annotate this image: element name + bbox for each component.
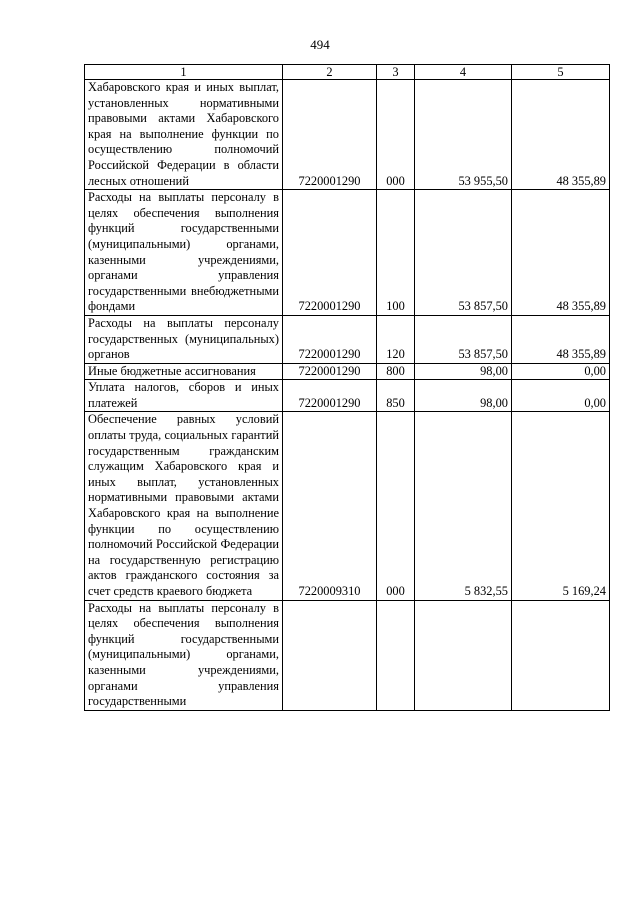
row-amount-2: 48 355,89 — [512, 80, 610, 190]
row-amount-1: 98,00 — [415, 380, 512, 412]
row-description: Обеспечение равных условий оплаты труда, социальных гарантий государственным гражданским служащим Хабаровского края и иных выплат, установленных нормативными правовыми актами Хабаровского края на выполнение функции по осуществлению полномочий Российской Федерации на государственную регистрацию актов гражданского состояния за счет средств краевого бюджета — [85, 412, 283, 600]
row-expense-type — [377, 600, 415, 710]
row-amount-2: 48 355,89 — [512, 315, 610, 363]
row-expense-type: 100 — [377, 190, 415, 316]
header-col-3: 3 — [377, 65, 415, 80]
row-amount-1: 53 857,50 — [415, 315, 512, 363]
header-col-2: 2 — [283, 65, 377, 80]
row-expense-type: 850 — [377, 380, 415, 412]
row-amount-1: 5 832,55 — [415, 412, 512, 600]
table-row — [85, 412, 610, 600]
row-description: Уплата налогов, сборов и иных платежей — [85, 380, 283, 412]
row-target-article: 7220001290 — [283, 315, 377, 363]
table-row — [85, 363, 610, 380]
row-amount-2: 5 169,24 — [512, 412, 610, 600]
row-target-article: 7220001290 — [283, 80, 377, 190]
row-amount-2 — [512, 600, 610, 710]
table-row — [85, 190, 610, 316]
row-expense-type: 120 — [377, 315, 415, 363]
row-target-article — [283, 600, 377, 710]
row-target-article: 7220001290 — [283, 363, 377, 380]
budget-table — [84, 64, 610, 711]
row-expense-type: 800 — [377, 363, 415, 380]
row-expense-type: 000 — [377, 80, 415, 190]
table-header-row — [85, 65, 610, 80]
row-amount-1: 53 955,50 — [415, 80, 512, 190]
row-amount-2: 48 355,89 — [512, 190, 610, 316]
table-row — [85, 380, 610, 412]
page-number: 494 — [310, 37, 330, 52]
row-description: Расходы на выплаты персоналу государственных (муниципальных) органов — [85, 315, 283, 363]
table-row — [85, 600, 610, 710]
row-amount-1: 98,00 — [415, 363, 512, 380]
table-row — [85, 315, 610, 363]
header-col-5: 5 — [512, 65, 610, 80]
row-description: Иные бюджетные ассигнования — [85, 363, 283, 380]
row-target-article: 7220009310 — [283, 412, 377, 600]
row-target-article: 7220001290 — [283, 190, 377, 316]
row-amount-2: 0,00 — [512, 380, 610, 412]
row-description: Хабаровского края и иных выплат, установленных нормативными правовыми актами Хабаровского края на выполнение функции по осуществлению полномочий Российской Федерации в области лесных отношений — [85, 80, 283, 190]
row-amount-1 — [415, 600, 512, 710]
header-col-4: 4 — [415, 65, 512, 80]
row-expense-type: 000 — [377, 412, 415, 600]
table-row — [85, 80, 610, 190]
row-description: Расходы на выплаты персоналу в целях обеспечения выполнения функций государственными (муниципальными) органами, казенными учреждениями, органами управления государственными — [85, 600, 283, 710]
row-description: Расходы на выплаты персоналу в целях обеспечения выполнения функций государственными (муниципальными) органами, казенными учреждениями, органами управления государственными внебюджетными фондами — [85, 190, 283, 316]
row-amount-1: 53 857,50 — [415, 190, 512, 316]
row-amount-2: 0,00 — [512, 363, 610, 380]
row-target-article: 7220001290 — [283, 380, 377, 412]
header-col-1: 1 — [85, 65, 283, 80]
